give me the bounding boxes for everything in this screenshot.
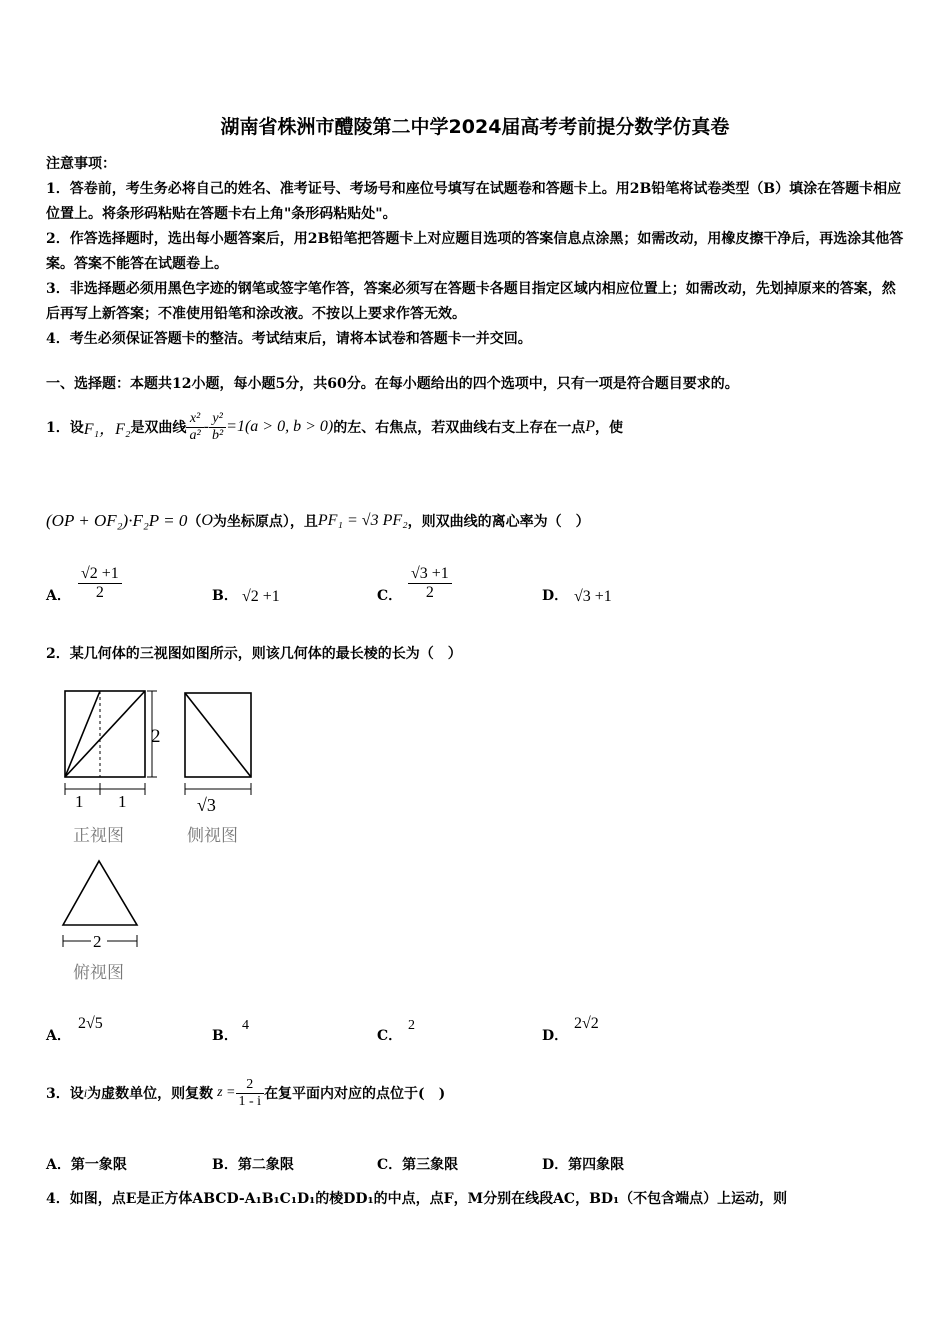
front-view-edge-2 bbox=[65, 691, 145, 777]
q2-option-b-label: B． bbox=[212, 1028, 238, 1044]
q1-point-p: P bbox=[585, 418, 595, 435]
q3-option-d bbox=[542, 1154, 624, 1174]
q1-option-d-value: √3 +1 bbox=[574, 588, 612, 605]
q1-option-a-den: 2 bbox=[95, 584, 104, 601]
q2-option-b-value: 4 bbox=[242, 1018, 249, 1033]
q1-text-2: 是双曲线 bbox=[130, 420, 187, 436]
q1-origin: O bbox=[201, 512, 213, 529]
top-view-triangle bbox=[63, 861, 137, 925]
notes-block bbox=[46, 152, 906, 352]
side-view bbox=[185, 693, 251, 795]
q3-option-d-value: 第四象限 bbox=[568, 1157, 625, 1173]
note-1: 1．答卷前，考生务必将自己的姓名、准考证号、考场号和座位号填写在试题卷和答题卡上。用2B铅笔将试卷类型（B）填涂在答题卡相应位置上。将条形码粘贴在答题卡右上角"条形码粘贴处"。 bbox=[46, 181, 902, 222]
q3-option-a-label: A． bbox=[46, 1157, 71, 1173]
q3-option-d-label: D． bbox=[542, 1157, 569, 1173]
q3-option-a bbox=[46, 1154, 127, 1174]
q1-text-6: 为坐标原点），且 bbox=[212, 514, 318, 530]
q3-fraction-den: 1 - i bbox=[238, 1093, 262, 1109]
front-caption: 正视图 bbox=[73, 826, 124, 845]
side-caption: 侧视图 bbox=[187, 826, 238, 845]
q1-option-a-label: A． bbox=[46, 588, 71, 604]
q1-text-3: 的左、右焦点，若双曲线右支上存在一点 bbox=[333, 420, 586, 436]
top-dim: 2 bbox=[93, 932, 102, 951]
q1-frac-x bbox=[186, 411, 203, 444]
q1-text-1: 1．设 bbox=[46, 420, 84, 436]
q1-frac-x-den: a² bbox=[189, 427, 201, 443]
section-heading: 一、选择题：本题共12小题，每小题5分，共60分。在每小题给出的四个选项中，只有一项是符合题目要求的。 bbox=[46, 376, 739, 392]
q2-option-a-value: 2√5 bbox=[78, 1015, 103, 1032]
q1-option-d-label: D． bbox=[542, 588, 569, 604]
q1-text-7: ，则双曲线的离心率为（ ） bbox=[407, 514, 590, 530]
note-2: 2．作答选择题时，选出每小题答案后，用2B铅笔把答题卡上对应题目选项的答案信息点涂黑；如需改动，用橡皮擦干净后，再选涂其他答案。答案不能答在试题卷上。 bbox=[46, 231, 904, 272]
q2-text: 2．某几何体的三视图如图所示，则该几何体的最长棱的长为（ ） bbox=[46, 646, 462, 662]
page-title: 湖南省株洲市醴陵第二中学2024届高考考前提分数学仿真卷 bbox=[220, 116, 730, 138]
q1-eq-rest: =1(a > 0, b > 0) bbox=[226, 418, 334, 435]
q1-foci: F₁，F₂ bbox=[83, 420, 131, 438]
q2-option-c-value: 2 bbox=[408, 1018, 415, 1033]
q1-option-b-label: B． bbox=[212, 588, 238, 604]
q3-fraction-num: 2 bbox=[236, 1077, 265, 1094]
q1-option-c-value bbox=[408, 565, 452, 602]
q3-line bbox=[46, 1068, 445, 1118]
three-view-figure bbox=[55, 685, 265, 985]
q1-option-a-num: √2 +1 bbox=[78, 565, 122, 584]
notes-heading: 注意事项： bbox=[46, 156, 116, 172]
q1-line2 bbox=[46, 506, 590, 536]
q1-frac-x-num: x² bbox=[186, 411, 203, 428]
q1-option-b-value: √2 +1 bbox=[242, 588, 280, 605]
q1-option-a-value bbox=[78, 565, 122, 602]
note-4: 4．考生必须保证答题卡的整洁。考试结束后，请将本试卷和答题卡一并交回。 bbox=[46, 331, 532, 347]
q3-option-b-label: B． bbox=[212, 1157, 238, 1173]
q3-imag-unit: i bbox=[83, 1085, 88, 1100]
q3-option-b-value: 第二象限 bbox=[237, 1157, 294, 1173]
front-dim-height: 2 bbox=[151, 726, 161, 747]
front-dim-left: 1 bbox=[75, 792, 84, 811]
q2-option-d-value: 2√2 bbox=[574, 1015, 599, 1032]
note-3: 3．非选择题必须用黑色字迹的钢笔或签字笔作答，答案必须写在答题卡各题目指定区域内相应位置上；如需改动，先划掉原来的答案，然后再写上新答案；不准使用铅笔和涂改液。不按以上要求作答无效。 bbox=[46, 281, 896, 322]
q3-option-c-label: C． bbox=[377, 1157, 403, 1173]
q2-option-d-label: D． bbox=[542, 1028, 569, 1044]
q3-text-2: 为虚数单位，则复数 bbox=[87, 1086, 214, 1102]
top-caption: 俯视图 bbox=[73, 963, 124, 982]
side-dim: √3 bbox=[197, 795, 216, 815]
q3-option-c-value: 第三象限 bbox=[402, 1157, 459, 1173]
front-dim-right: 1 bbox=[118, 792, 127, 811]
q3-option-c bbox=[377, 1154, 458, 1174]
q4-text: 4．如图，点E是正方体ABCD-A₁B₁C₁D₁的棱DD₁的中点，点F，M分别在线段AC，BD₁（不包含端点）上运动，则 bbox=[46, 1191, 788, 1207]
q3-text-3: 在复平面内对应的点位于( ) bbox=[264, 1086, 446, 1102]
q1-option-c-num: √3 +1 bbox=[408, 565, 452, 584]
q2-option-c-label: C． bbox=[377, 1028, 403, 1044]
q3-option-a-value: 第一象限 bbox=[70, 1157, 127, 1173]
q2-option-a-label: A． bbox=[46, 1028, 71, 1044]
q3-fraction bbox=[236, 1077, 265, 1110]
q1-text-5: （ bbox=[187, 514, 202, 530]
q1-text-4: ，使 bbox=[595, 420, 623, 436]
q1-minus: - bbox=[203, 418, 209, 435]
front-view bbox=[65, 691, 157, 795]
q1-frac-y-num: y² bbox=[209, 411, 226, 428]
q1-option-c-den: 2 bbox=[425, 584, 434, 601]
q1-frac-y-den: b² bbox=[211, 427, 224, 443]
front-view-edge-1 bbox=[65, 691, 100, 777]
side-view-diagonal bbox=[185, 693, 251, 777]
q3-text-1: 3．设 bbox=[46, 1086, 84, 1102]
q3-z: z = bbox=[217, 1085, 236, 1100]
q1-option-c-label: C． bbox=[377, 588, 403, 604]
q3-option-b bbox=[212, 1154, 294, 1174]
q1-condition: (OP + OF₂)·F₂P = 0 bbox=[46, 511, 188, 530]
q1-line1 bbox=[46, 405, 623, 449]
q1-frac-y bbox=[209, 411, 226, 444]
q1-pf-relation: PF₁ = √3 PF₂ bbox=[317, 512, 408, 529]
